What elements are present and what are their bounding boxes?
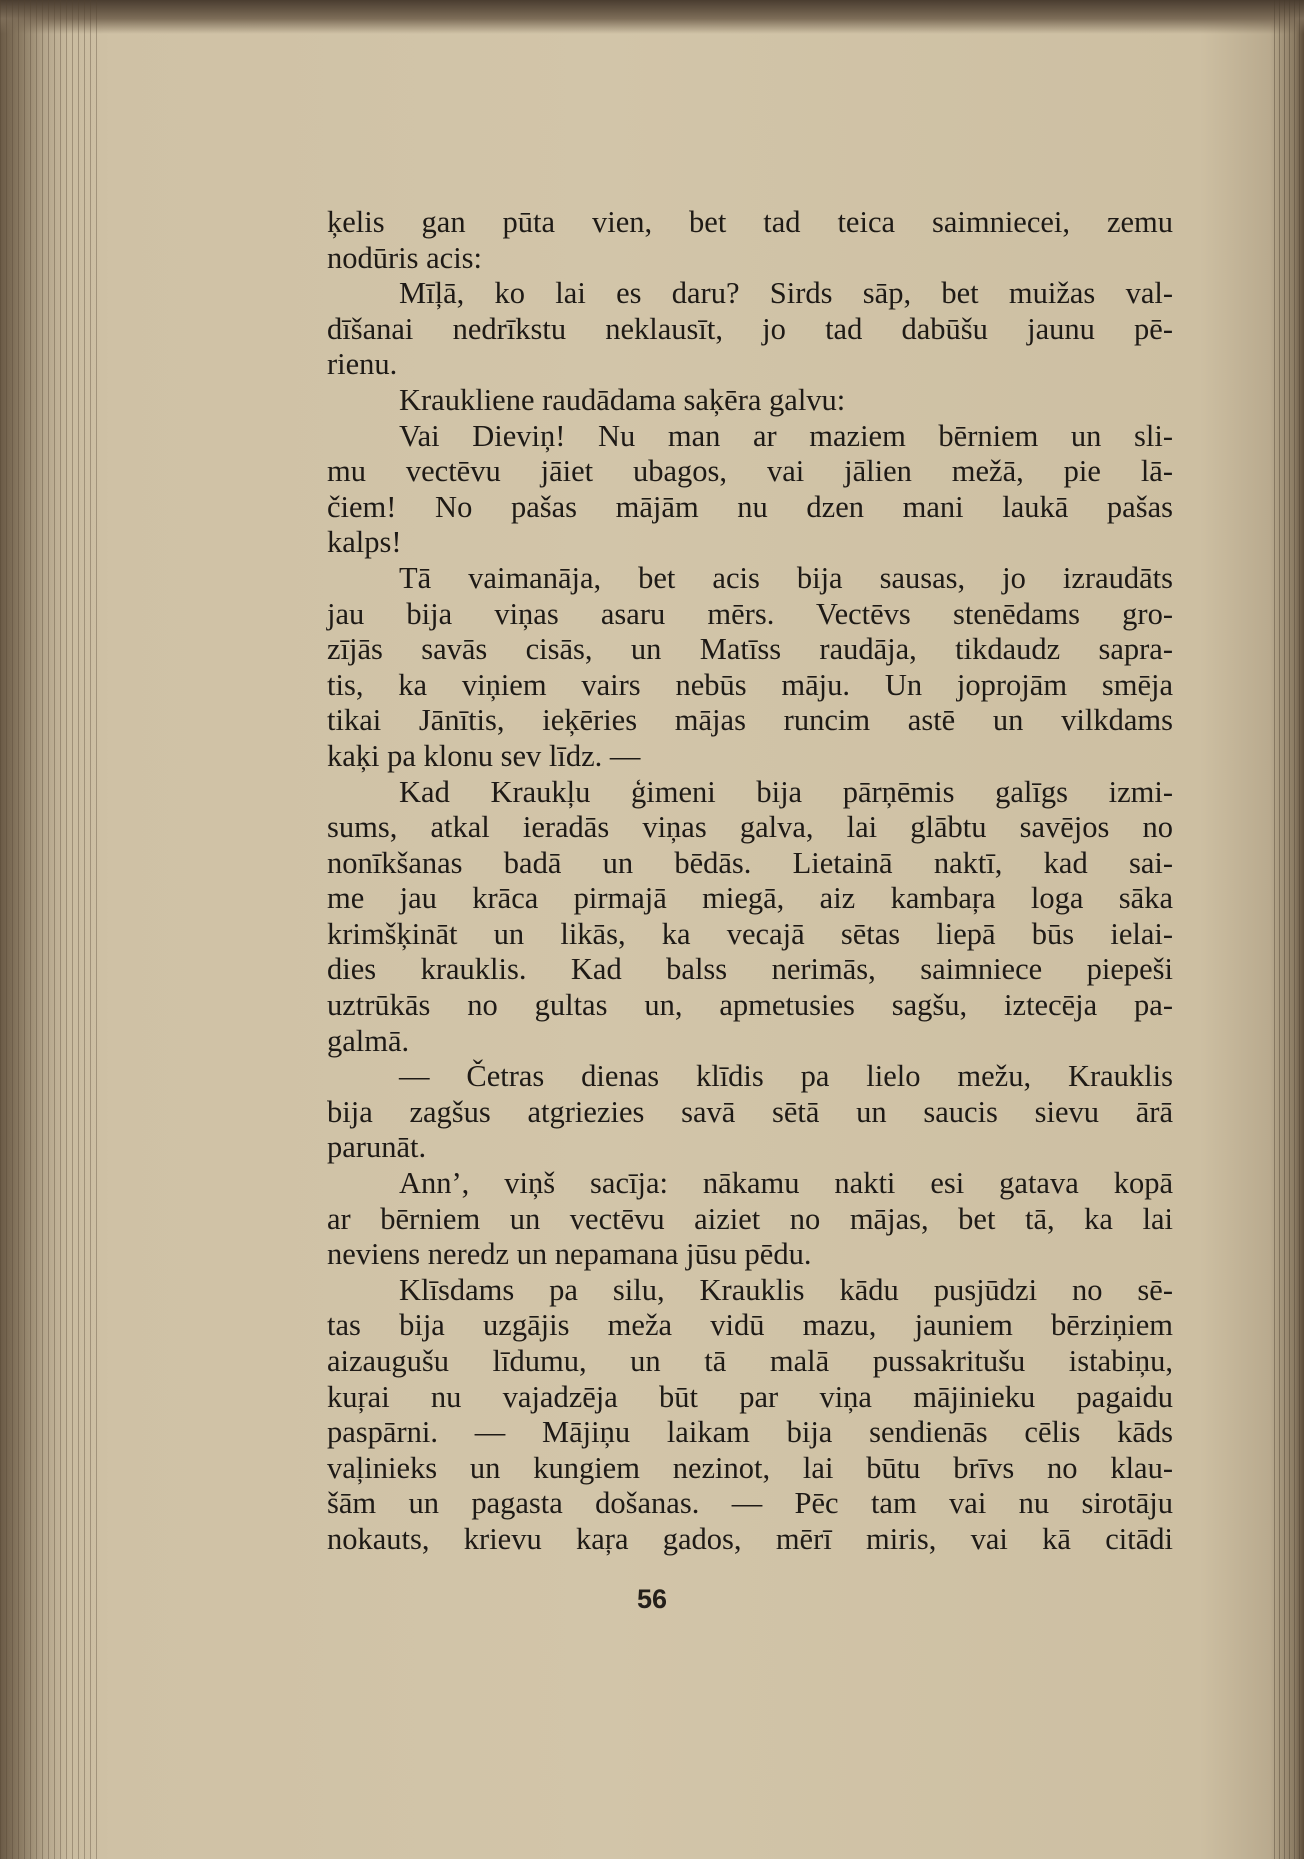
text-line: — Četras dienas klīdis pa lielo mežu, Krauklis [399,1059,1173,1094]
text-line: zījās savās cisās, un Matīss raudāja, tikdaudz sapra- [327,632,1173,667]
text-line: Mīļā, ko lai es daru? Sirds sāp, bet muižas val- [399,276,1173,311]
text-line: mu vectēvu jāiet ubagos, vai jālien mežā, pie lā- [327,454,1173,489]
text-line: jau bija viņas asaru mērs. Vectēvs stenēdams gro- [327,596,1173,631]
binding-shadow [0,0,1304,34]
page-number: 56 [636,1584,668,1614]
text-line: Tā vaimanāja, bet acis bija sausas, jo izraudāts [399,560,1173,595]
stacked-page-edges-right [1274,0,1304,1859]
text-line: dies krauklis. Kad balss nerimās, saimniece piepeši [327,952,1173,987]
text-line: krimšķināt un likās, ka vecajā sētas liepā būs ielai- [327,916,1173,951]
text-line: nodūris acis: [327,240,483,275]
text-line: nokauts, krievu kaŗa gados, mērī miris, vai kā citādi [327,1521,1173,1556]
text-line: paspārni. — Mājiņu laikam bija sendienās cēlis kāds [327,1415,1173,1450]
text-line: tas bija uzgājis meža vidū mazu, jauniem bērziņiem [327,1308,1173,1343]
text-line: vaļinieks un kungiem nezinot, lai būtu brīvs no klau- [327,1450,1173,1485]
text-line: kaķi pa klonu sev līdz. — [327,738,641,773]
text-line: aizaugušu līdumu, un tā malā pussakritušu istabiņu, [327,1344,1173,1378]
text-line: uztrūkās no gultas un, apmetusies sagšu, iztecēja pa- [327,988,1173,1023]
text-line: Klīsdams pa silu, Krauklis kādu pusjūdzi no sē- [399,1272,1173,1307]
stacked-page-edges-left [0,0,100,1859]
text-line: kuŗai nu vajadzēja būt par viņa mājinieku pagaidu [327,1379,1173,1414]
text-line: šām un pagasta došanas. — Pēc tam vai nu sirotāju [327,1486,1173,1521]
text-line: tis, ka viņiem vairs nebūs māju. Un joprojām smēja [327,667,1173,702]
text-line: Kad Kraukļu ģimeni bija pārņēmis galīgs izmi- [399,774,1173,809]
text-line: me jau krāca pirmajā miegā, aiz kambaŗa loga sāka [327,881,1173,916]
text-line: čiem! No pašas mājām nu dzen mani laukā pašas [327,489,1173,524]
text-line: Ann’, viņš sacīja: nākamu nakti esi gatava kopā [399,1166,1173,1201]
text-line: Kraukliene raudādama saķēra galvu: [399,382,846,417]
text-line: sums, atkal ieradās viņas galva, lai glābtu savējos no [327,810,1173,845]
body-text [327,205,1173,1558]
text-line: neviens neredz un nepamana jūsu pēdu. [327,1237,812,1272]
text-line: bija zagšus atgriezies savā sētā un saucis sievu ārā [327,1094,1173,1129]
text-line: Vai Dieviņ! Nu man ar maziem bērniem un sli- [399,418,1173,453]
text-line: tikai Jānītis, ieķēries mājas runcim astē un vilkdams [327,703,1173,738]
text-line: ar bērniem un vectēvu aiziet no mājas, bet tā, ka lai [327,1201,1173,1236]
text-line: parunāt. [327,1130,427,1165]
text-line: ķelis gan pūta vien, bet tad teica saimniecei, zemu [327,205,1173,239]
text-line: kalps! [327,525,402,560]
text-line: rienu. [327,347,398,382]
text-line: nonīkšanas badā un bēdās. Lietainā naktī, kad sai- [327,845,1173,880]
text-line: galmā. [327,1023,410,1058]
text-line: dīšanai nedrīkstu neklausīt, jo tad dabūšu jaunu pē- [327,311,1173,346]
